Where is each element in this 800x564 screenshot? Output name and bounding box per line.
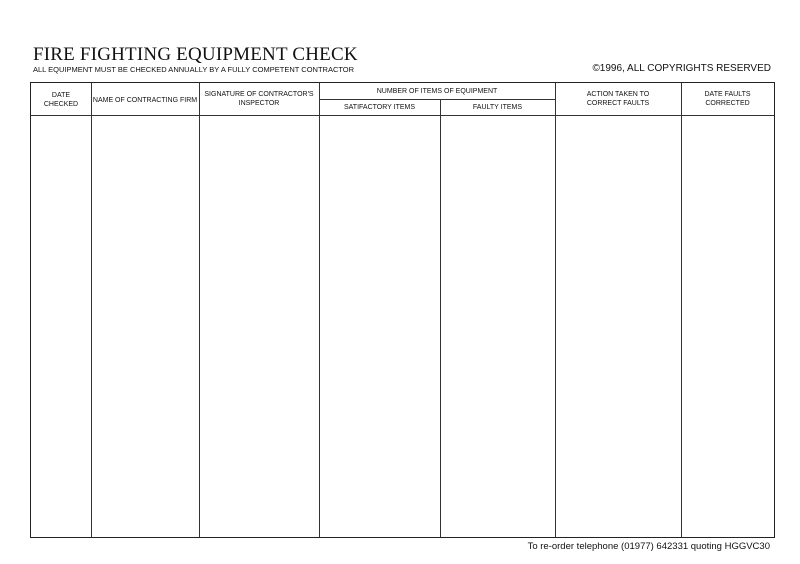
column-divider <box>681 83 682 537</box>
header-date-faults-corrected: DATE FAULTS CORRECTED <box>704 91 751 107</box>
form-title: FIRE FIGHTING EQUIPMENT CHECK <box>33 44 358 65</box>
header-satisfactory-items: SATIFACTORY ITEMS <box>343 104 416 111</box>
header-date-checked: DATE CHECKED <box>43 92 79 108</box>
header-signature: SIGNATURE OF CONTRACTOR'S INSPECTOR <box>204 91 314 107</box>
header-action-taken: ACTION TAKEN TO CORRECT FAULTS <box>586 91 650 107</box>
header-bottom-rule <box>31 115 774 116</box>
header-contracting-firm: NAME OF CONTRACTING FIRM <box>92 97 198 104</box>
reorder-notice: To re-order telephone (01977) 642331 quoting HGGVC30 <box>527 541 770 552</box>
header-faulty-items: FAULTY ITEMS <box>472 104 523 111</box>
header-number-of-items: NUMBER OF ITEMS OF EQUIPMENT <box>376 88 498 95</box>
copyright-notice: ©1996, ALL COPYRIGHTS RESERVED <box>592 63 771 74</box>
group-header-divider <box>319 99 555 100</box>
column-divider <box>91 83 92 537</box>
column-divider <box>199 83 200 537</box>
column-divider <box>440 99 441 537</box>
form-subtitle: ALL EQUIPMENT MUST BE CHECKED ANNUALLY BY A FULLY COMPETENT CONTRACTOR <box>33 65 355 74</box>
column-divider <box>319 83 320 537</box>
column-divider <box>555 83 556 537</box>
equipment-check-table <box>30 82 775 538</box>
